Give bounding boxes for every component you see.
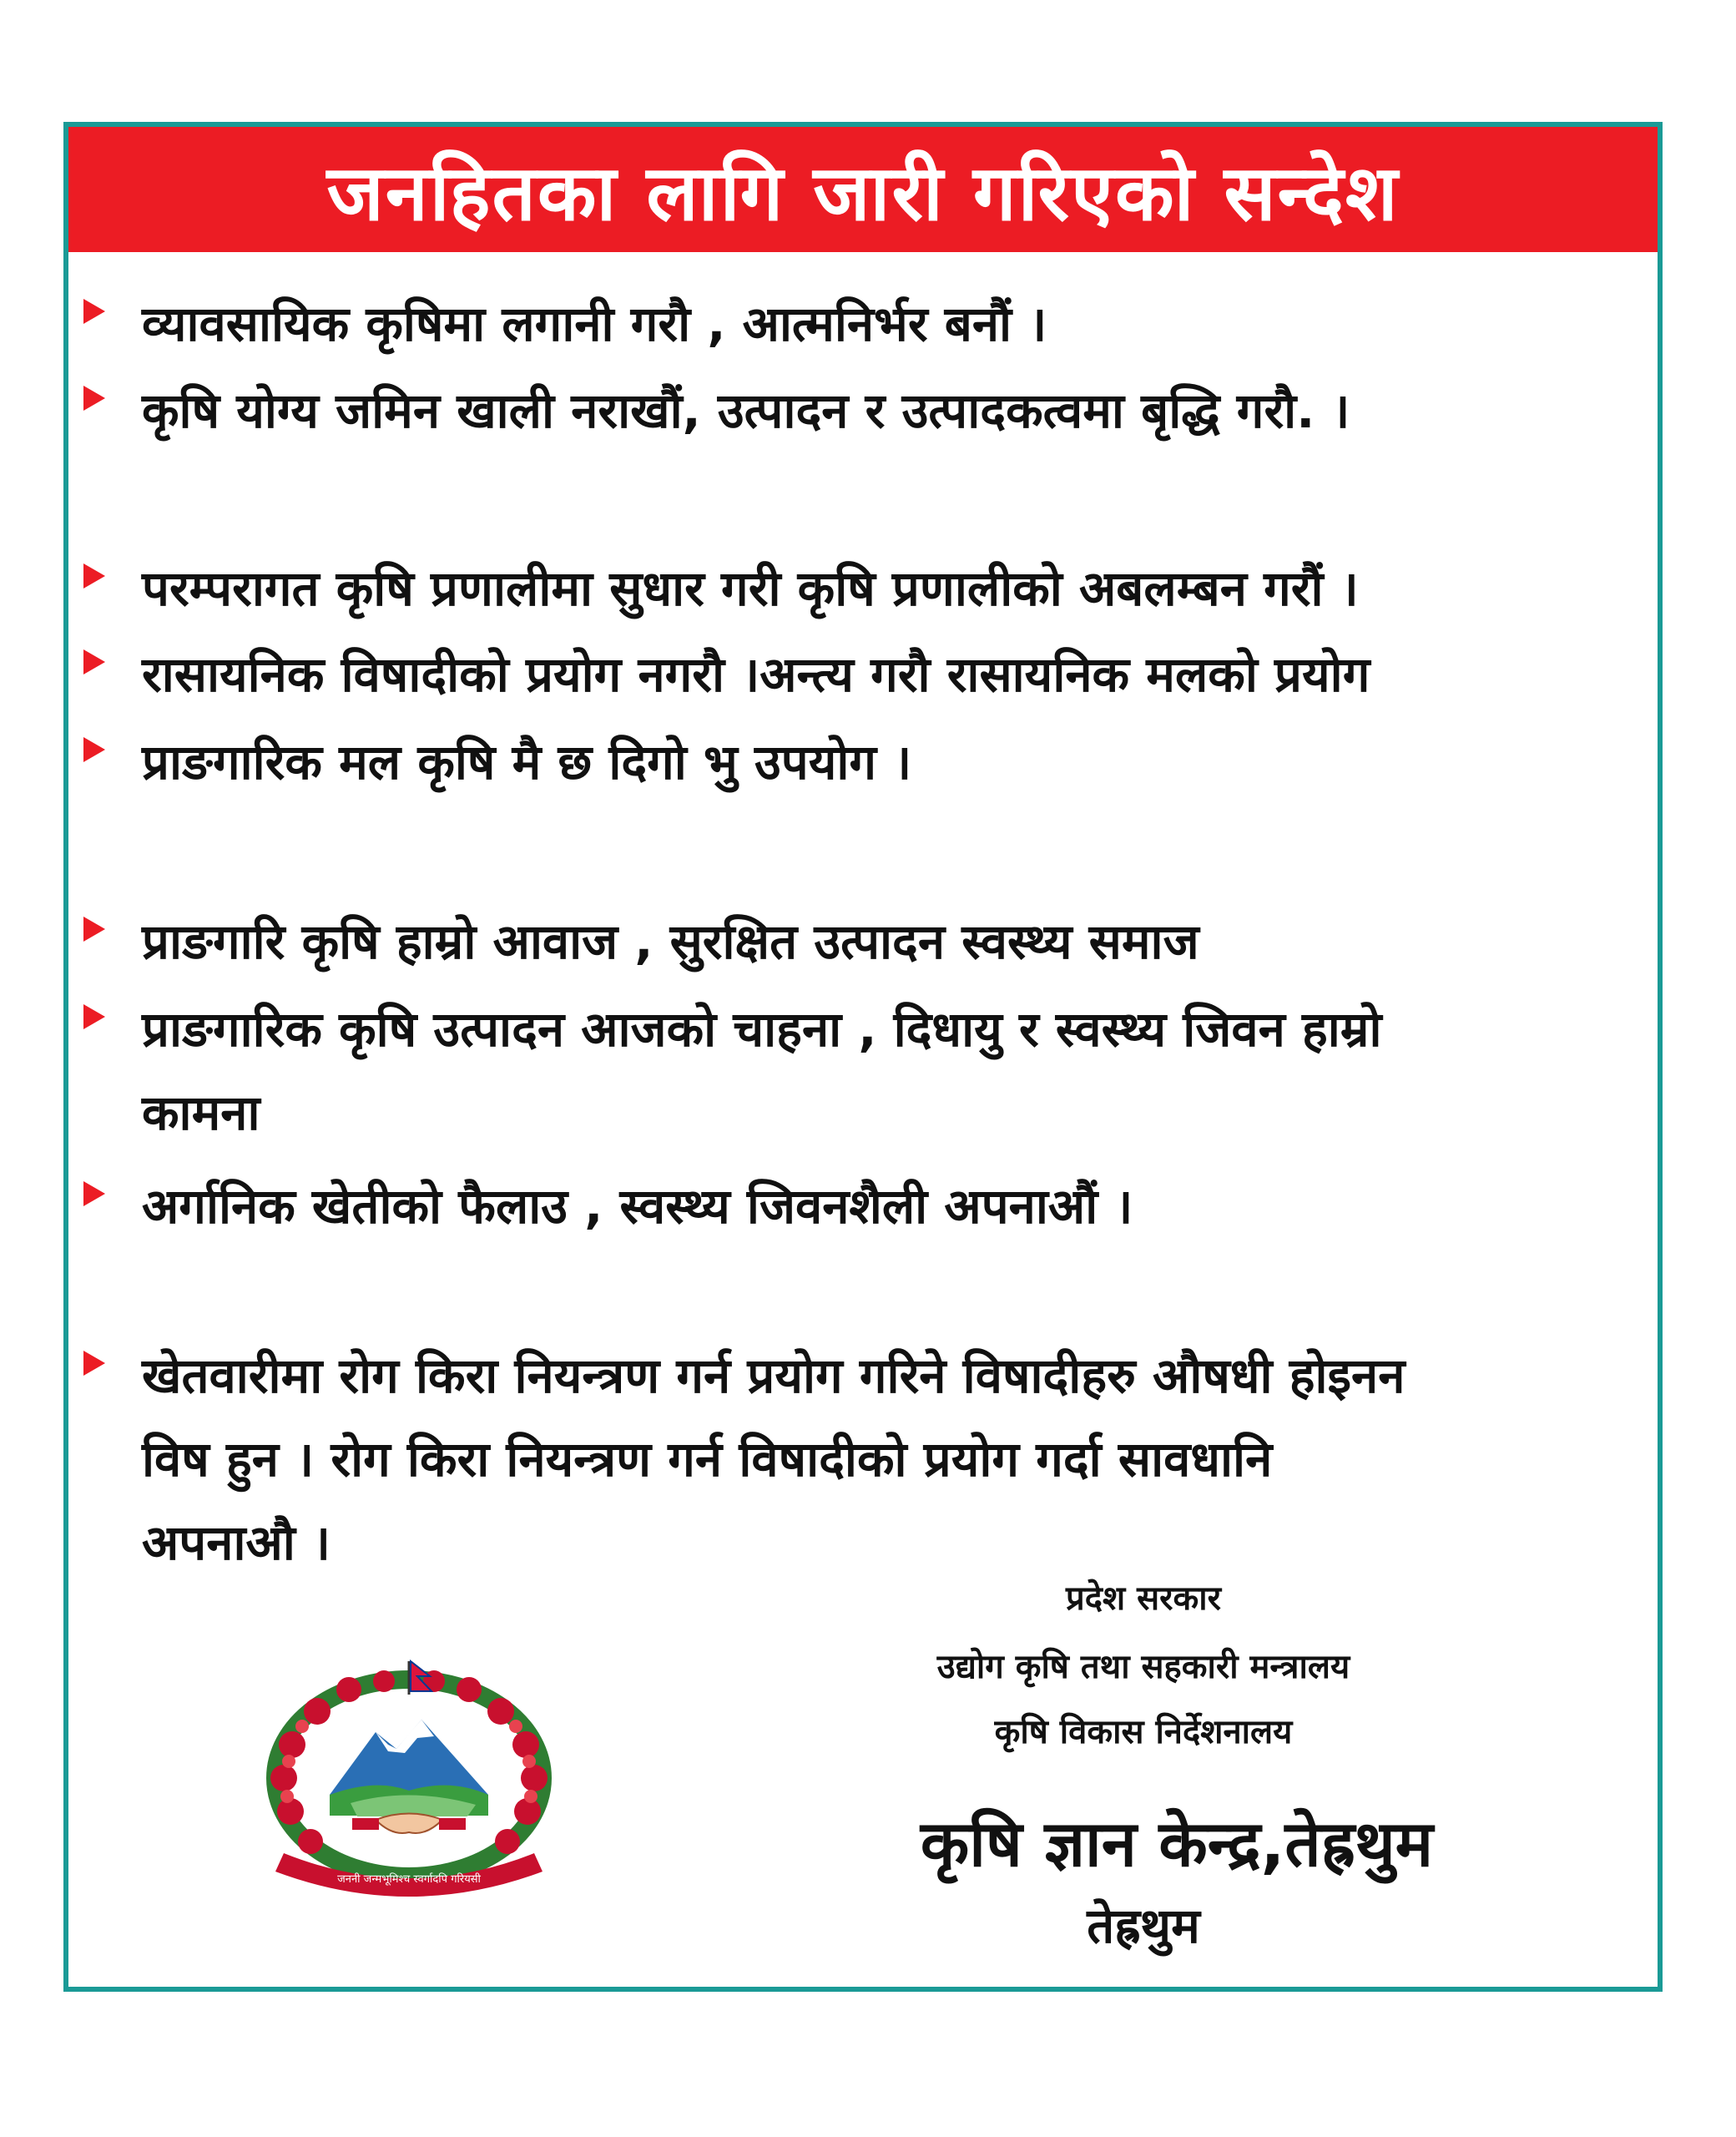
- message-text: अर्गानिक खेतीको फैलाउ , स्वस्थ्य जिवनशैली अपनाऔं ।: [142, 1178, 1133, 1235]
- nepal-government-emblem-icon: [250, 1653, 568, 1903]
- message-item: [83, 720, 1661, 804]
- mountain: [330, 1720, 488, 1795]
- message-item: [83, 547, 1661, 630]
- message-text: व्यावसायिक कृषिमा लगानी गरौ , आत्मनिर्भर बनौं ।: [142, 296, 1047, 352]
- message-text: प्राङगारिक मल कृषि मै छ दिगो भु उपयोग ।: [142, 734, 912, 791]
- triangle-bullet-icon: [83, 1351, 105, 1376]
- message-item: [83, 1164, 1661, 1248]
- triangle-bullet-icon: [83, 386, 105, 411]
- handshake-icon: [376, 1814, 442, 1834]
- message-item: [83, 633, 1661, 716]
- district-name: तेह्रथुम: [1087, 1897, 1200, 1954]
- title-banner: [68, 127, 1658, 252]
- message-item: [83, 900, 1661, 983]
- message-item: [83, 369, 1661, 452]
- nepal-flag-icon: [411, 1661, 431, 1691]
- message-text: प्राङगारिक कृषि उत्पादन आजको चाहना , दिधायु र स्वस्थ्य जिवन हाम्रो कामना: [142, 1001, 1382, 1141]
- triangle-bullet-icon: [83, 563, 105, 589]
- emblem-motto: जननी जन्मभूमिश्च स्वर्गादपि गरियसी: [337, 1873, 481, 1886]
- message-text: प्राङगारि कृषि हाम्रो आवाज , सुरक्षित उत्पादन स्वस्थ्य समाज: [142, 913, 1199, 970]
- message-item: [83, 282, 1661, 366]
- triangle-bullet-icon: [83, 1181, 105, 1206]
- message-text: खेतवारीमा रोग किरा नियन्त्रण गर्न प्रयोग गरिने विषादीहरु औषधी होइनन विष हुन । रोग किरा नियन्त्रण गर्न विषादीको प्रयोग गर्दा सावधानि अपनाऔ ।: [142, 1347, 1405, 1571]
- message-item: [83, 988, 1661, 1154]
- triangle-bullet-icon: [83, 299, 105, 324]
- message-text: कृषि योग्य जमिन खाली नराखौं, उत्पादन र उत्पादकत्वमा बृद्धि गरौ. ।: [142, 382, 1350, 439]
- message-text: परम्परागत कृषि प्रणालीमा सुधार गरी कृषि प्रणालीको अबलम्बन गरौं ।: [142, 560, 1359, 617]
- triangle-bullet-icon: [83, 917, 105, 942]
- poster-title: जनहितका लागि जारी गरिएको सन्देश: [326, 148, 1400, 238]
- credit-line-province: प्रदेश सरकार: [1066, 1579, 1221, 1618]
- office-name: कृषि ज्ञान केन्द्र,तेह्रथुम: [920, 1806, 1434, 1881]
- credit-line-directorate: कृषि विकास निर्देशनालय: [994, 1713, 1293, 1751]
- triangle-bullet-icon: [83, 649, 105, 674]
- credit-line-ministry: उद्योग कृषि तथा सहकारी मन्त्रालय: [936, 1648, 1350, 1686]
- triangle-bullet-icon: [83, 737, 105, 762]
- message-text: रासायनिक विषादीको प्रयोग नगरौ ।अन्त्य गरौ रासायनिक मलको प्रयोग: [142, 646, 1370, 703]
- message-item: [83, 1334, 1661, 1584]
- triangle-bullet-icon: [83, 1004, 105, 1029]
